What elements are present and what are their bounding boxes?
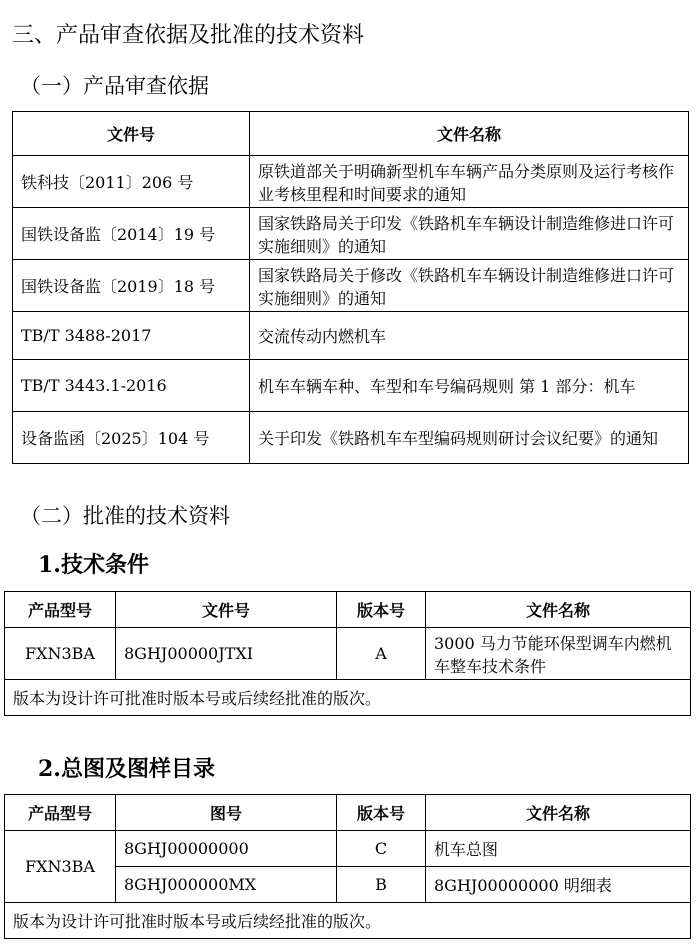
part2-title: （二）批准的技术资料 (20, 504, 230, 528)
col-header-model: 产品型号 (5, 592, 116, 628)
doc-name: 国家铁路局关于修改《铁路机车车辆设计制造维修进口许可实施细则》的通知 (250, 260, 689, 312)
doc-name: 关于印发《铁路机车车型编码规则研讨会议纪要》的通知 (250, 412, 689, 464)
section-title: 三、产品审查依据及批准的技术资料 (12, 23, 365, 48)
version: C (337, 831, 426, 867)
drawings-title: 2.总图及图样目录 (38, 756, 215, 782)
product-model: FXN3BA (5, 628, 116, 680)
doc-no: 国铁设备监〔2014〕19 号 (13, 208, 250, 260)
doc-name: 原铁道部关于明确新型机车车辆产品分类原则及运行考核作业考核里程和时间要求的通知 (250, 156, 689, 208)
doc-name: 机车车辆车种、车型和车号编码规则 第 1 部分：机车 (250, 360, 689, 412)
drawing-no: 8GHJ000000MX (116, 867, 337, 903)
version: A (337, 628, 426, 680)
version: B (337, 867, 426, 903)
col-header-model: 产品型号 (5, 795, 116, 831)
doc-name: 3000 马力节能环保型调车内燃机车整车技术条件 (426, 628, 691, 680)
col-header-version: 版本号 (337, 795, 426, 831)
table-row (13, 156, 689, 208)
table-row (13, 412, 689, 464)
doc-name: 机车总图 (426, 831, 691, 867)
table-row (13, 260, 689, 312)
col-header-doc-no: 文件号 (13, 112, 250, 156)
col-header-doc-name: 文件名称 (426, 592, 691, 628)
table-row (13, 312, 689, 360)
col-header-doc-name: 文件名称 (426, 795, 691, 831)
doc-no: TB/T 3443.1-2016 (13, 360, 250, 412)
review-basis-table (12, 111, 689, 464)
drawings-table (4, 794, 691, 939)
doc-no: 8GHJ00000JTXI (116, 628, 337, 680)
doc-name: 交流传动内燃机车 (250, 312, 689, 360)
version-note: 版本为设计许可批准时版本号或后续经批准的版次。 (5, 903, 691, 939)
doc-name: 8GHJ00000000 明细表 (426, 867, 691, 903)
doc-no: 设备监函〔2025〕104 号 (13, 412, 250, 464)
table-row (5, 628, 691, 680)
product-model: FXN3BA (5, 831, 116, 903)
table-row (5, 831, 691, 867)
table-row (13, 360, 689, 412)
doc-no: TB/T 3488-2017 (13, 312, 250, 360)
doc-name: 国家铁路局关于印发《铁路机车车辆设计制造维修进口许可实施细则》的通知 (250, 208, 689, 260)
version-note: 版本为设计许可批准时版本号或后续经批准的版次。 (5, 680, 691, 716)
col-header-doc-no: 文件号 (116, 592, 337, 628)
doc-no: 国铁设备监〔2019〕18 号 (13, 260, 250, 312)
part1-title: （一）产品审查依据 (20, 74, 209, 98)
doc-no: 铁科技〔2011〕206 号 (13, 156, 250, 208)
col-header-version: 版本号 (337, 592, 426, 628)
col-header-doc-name: 文件名称 (250, 112, 689, 156)
tech-conditions-title: 1.技术条件 (38, 552, 149, 578)
drawing-no: 8GHJ00000000 (116, 831, 337, 867)
tech-conditions-table (4, 591, 691, 716)
table-row (13, 208, 689, 260)
col-header-drawing-no: 图号 (116, 795, 337, 831)
